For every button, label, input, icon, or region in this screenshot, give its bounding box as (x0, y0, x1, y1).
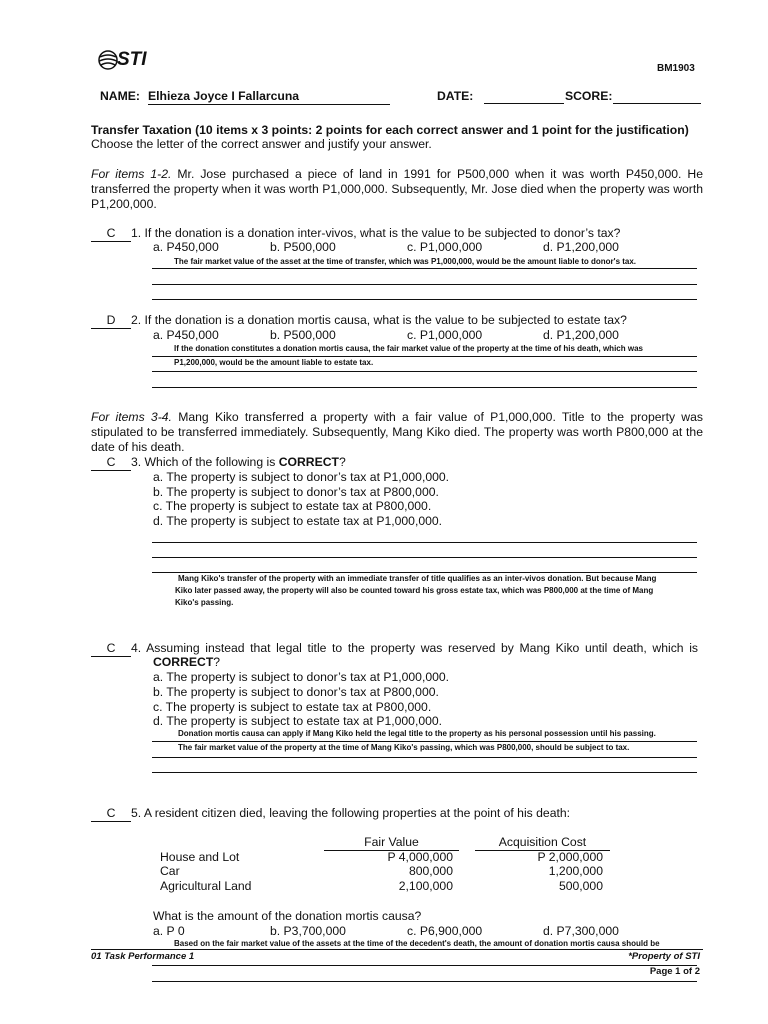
table-row-1-cost: P 2,000,000 (537, 850, 603, 864)
page-number: Page 1 of 2 (649, 966, 700, 977)
table-row-2-fair: 800,000 (408, 864, 453, 878)
q1-answer-line-2 (152, 284, 697, 285)
q5-option-c: c. P6,900,000 (407, 924, 483, 938)
q1-question: 1. If the donation is a donation inter-vivos, what is the value to be subjected to donor’s tax? (131, 226, 621, 240)
q2-question: 2. If the donation is a donation mortis causa, what is the value to be subjected to estate tax? (131, 313, 627, 327)
q3-question-end: ? (338, 455, 346, 469)
name-field[interactable] (148, 89, 390, 105)
q2-option-d: d. P1,200,000 (543, 328, 619, 342)
q1-option-c: c. P1,000,000 (407, 240, 483, 254)
q2-option-b: b. P500,000 (270, 328, 336, 342)
q3-option-b: b. The property is subject to donor’s tax at P800,000. (153, 485, 439, 499)
table-header-acquisition-cost: Acquisition Cost (475, 835, 610, 851)
q5-option-b: b. P3,700,000 (270, 924, 346, 938)
date-field[interactable] (484, 103, 564, 104)
name-value: Elhieza Joyce I Fallarcuna (148, 89, 300, 103)
table-row-3-fair: 2,100,000 (398, 879, 453, 893)
q3-answer-line-1 (152, 542, 697, 543)
q1-option-b: b. P500,000 (270, 240, 336, 254)
q4-option-c: c. The property is subject to estate tax at P800,000. (153, 700, 432, 714)
table-row-1-fair: P 4,000,000 (387, 850, 453, 864)
q2-justification-line-1: If the donation constitutes a donation mortis causa, the fair market value of the property at the time of his death, which was (174, 344, 643, 353)
q4-answer[interactable]: C (91, 641, 131, 657)
q4-answer-line-3 (152, 772, 697, 773)
q3-justification-line-2: Kiko later passed away, the property will also be counted toward his gross estate tax, which was P800,000 at the time of Mang (175, 586, 654, 595)
q1-option-d: d. P1,200,000 (543, 240, 619, 254)
q1-answer-line-1 (152, 268, 697, 269)
section-title: Transfer Taxation (10 items x 3 points: 2 points for each correct answer and 1 point for the justification) (91, 123, 689, 137)
q3-option-c: c. The property is subject to estate tax at P800,000. (153, 499, 432, 513)
q5-option-a: a. P 0 (153, 924, 185, 938)
scenario-2-prefix: For items 3-4. (91, 410, 172, 424)
q2-answer-line-2 (152, 371, 697, 372)
q1-answer[interactable]: C (91, 226, 131, 242)
sti-logo-globe-icon (98, 50, 118, 70)
footer-divider (91, 949, 703, 950)
q3-justification-line-1: Mang Kiko's transfer of the property with an immediate transfer of title qualifies as an inter-vivos donation. But because Mang (178, 574, 657, 583)
q2-option-a: a. P450,000 (153, 328, 219, 342)
q1-answer-line-3 (152, 299, 697, 300)
score-field[interactable] (613, 103, 701, 104)
q3-answer-line-2 (152, 557, 697, 558)
score-label: SCORE: (565, 89, 613, 103)
scenario-1 (91, 167, 703, 212)
sti-logo-text: STI (117, 49, 147, 70)
q5-option-d: d. P7,300,000 (543, 924, 619, 938)
q4-option-a: a. The property is subject to donor’s tax at P1,000,000. (153, 670, 450, 684)
q3-option-a: a. The property is subject to donor’s tax at P1,000,000. (153, 470, 450, 484)
footer-left: 01 Task Performance 1 (91, 951, 195, 962)
q5-justification: Based on the fair market value of the assets at the time of the decedent's death, the amount of donation mortis causa should be (174, 939, 660, 948)
q5-answer[interactable]: C (91, 806, 131, 822)
q4-question-line-2 (153, 655, 220, 670)
document-code: BM1903 (657, 63, 695, 74)
q4-answer-line-2 (152, 757, 697, 758)
table-row-1-label: House and Lot (160, 850, 240, 864)
q4-option-d: d. The property is subject to estate tax at P1,000,000. (153, 714, 443, 728)
q5-question: 5. A resident citizen died, leaving the following properties at the point of his death: (131, 806, 571, 820)
q4-question-end: ? (213, 655, 221, 669)
q1-option-a: a. P450,000 (153, 240, 219, 254)
scenario-1-prefix: For items 1-2. (91, 167, 172, 181)
table-row-2-label: Car (160, 864, 180, 878)
scenario-2 (91, 410, 703, 455)
table-row-3-label: Agricultural Land (160, 879, 252, 893)
q5-sub-question: What is the amount of the donation mortis causa? (153, 909, 422, 923)
table-row-2-cost: 1,200,000 (548, 864, 603, 878)
q5-answer-line-2 (152, 981, 697, 982)
q2-justification-line-2: P1,200,000, would be the amount liable to estate tax. (174, 358, 374, 367)
name-label: NAME: (100, 89, 140, 103)
q4-question-line-1 (131, 641, 698, 656)
scenario-2-text: Mang Kiko transferred a property with a fair value of P1,000,000. Title to the property was stipulated to be transferred immediately. Subsequently, Mang Kiko died. The property was worth P800,000 at the date of his death. (91, 410, 703, 454)
q3-answer[interactable]: C (91, 455, 131, 471)
table-row-3-cost: 500,000 (558, 879, 603, 893)
footer-right: *Property of STI (628, 951, 700, 962)
q3-justification-line-3: Kiko's passing. (175, 598, 234, 607)
q4-question-bold: CORRECT (153, 655, 214, 669)
q2-answer[interactable]: D (91, 313, 131, 329)
q2-answer-line-3 (152, 387, 697, 388)
scenario-1-text: Mr. Jose purchased a piece of land in 1991 for P500,000 when it was worth P450,000. He transferred the property when it was worth P1,000,000. Subsequently, Mr. Jose died when the property was worth P1,200,000. (91, 167, 703, 211)
q3-option-d: d. The property is subject to estate tax at P1,000,000. (153, 514, 443, 528)
instruction-text: Choose the letter of the correct answer and justify your answer. (91, 137, 432, 151)
table-header-fair-value: Fair Value (324, 835, 459, 851)
q2-option-c: c. P1,000,000 (407, 328, 483, 342)
q4-question-text: 4. Assuming instead that legal title to the property was reserved by Mang Kiko until death, which is (131, 641, 698, 655)
q4-option-b: b. The property is subject to donor’s tax at P800,000. (153, 685, 439, 699)
q4-justification-line-1: Donation mortis causa can apply if Mang Kiko held the legal title to the property as his personal possession until his passing. (178, 729, 656, 738)
q3-question (131, 455, 346, 470)
q3-question-text: 3. Which of the following is (131, 455, 279, 469)
q3-question-bold: CORRECT (278, 455, 339, 469)
q4-justification-line-2: The fair market value of the property at the time of Mang Kiko's passing, which was P800,000, should be subject to tax. (178, 743, 630, 752)
date-label: DATE: (437, 89, 474, 103)
q1-justification: The fair market value of the asset at the time of transfer, which was P1,000,000, would be the amount liable to donor's tax. (174, 257, 637, 266)
